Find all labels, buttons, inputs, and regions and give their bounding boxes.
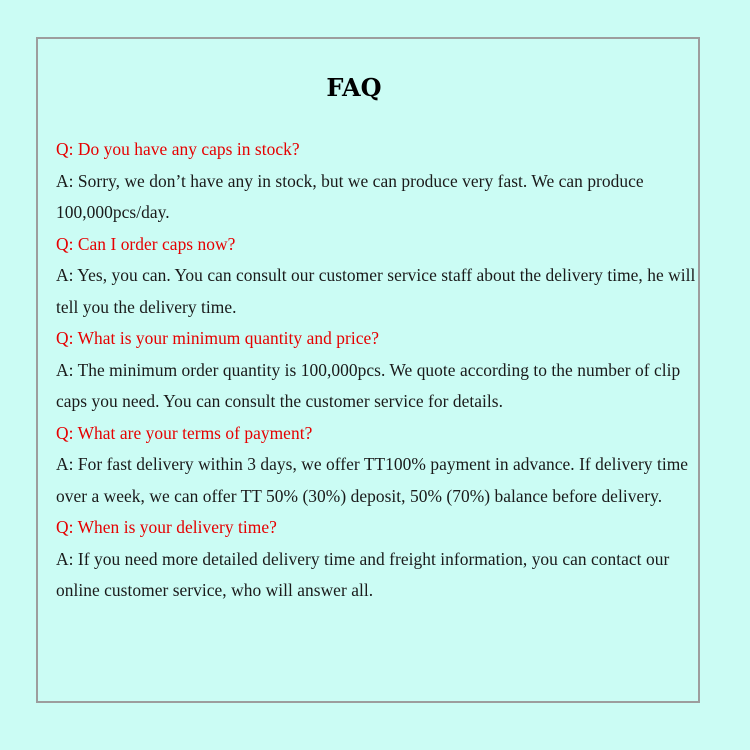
- faq-item: [56, 512, 696, 607]
- faq-item: [56, 229, 696, 324]
- faq-title: FAQ: [326, 73, 382, 102]
- faq-item: [56, 323, 696, 418]
- faq-question: Q: When is your delivery time?: [56, 517, 277, 537]
- faq-item: [56, 134, 696, 229]
- faq-question: Q: Do you have any caps in stock?: [56, 139, 300, 159]
- faq-answer: A: Sorry, we don’t have any in stock, but we can produce very fast. We can produce 100,000pcs/day.: [56, 170, 644, 222]
- faq-answer: A: If you need more detailed delivery time and freight information, you can contact our online customer service, who will answer all.: [56, 548, 670, 600]
- faq-answer: A: Yes, you can. You can consult our customer service staff about the delivery time, he will tell you the delivery time.: [56, 265, 696, 317]
- faq-answer: A: The minimum order quantity is 100,000pcs. We quote according to the number of clip caps you need. You can consult the customer service for details.: [56, 359, 681, 411]
- faq-list: [56, 134, 696, 607]
- faq-question: Q: What is your minimum quantity and price?: [56, 328, 380, 348]
- faq-question: Q: What are your terms of payment?: [56, 422, 313, 443]
- faq-item: [56, 418, 696, 513]
- faq-answer: A: For fast delivery within 3 days, we offer TT100% payment in advance. If delivery time over a week, we can offer TT 50% (30%) deposit, 50% (70%) balance before delivery.: [56, 454, 689, 506]
- faq-question: Q: Can I order caps now?: [56, 233, 236, 254]
